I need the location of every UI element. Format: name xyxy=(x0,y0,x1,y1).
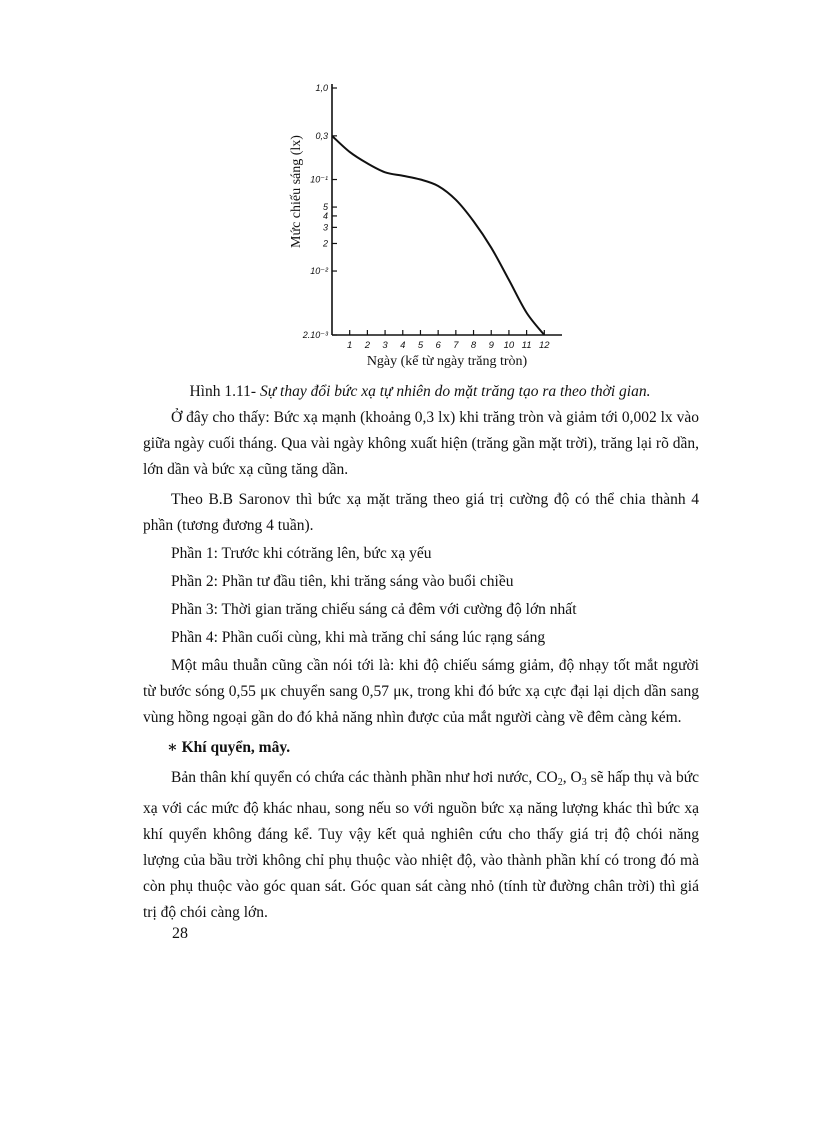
caption-label: Hình 1.11- xyxy=(189,383,260,400)
x-tick-label-2: 3 xyxy=(382,340,388,351)
x-tick-label-11: 12 xyxy=(539,340,550,351)
x-tick-label-6: 7 xyxy=(453,340,459,351)
y-tick-label-5: 3 xyxy=(322,222,328,233)
section-heading: ∗ Khí quyển, mây. xyxy=(167,739,291,756)
p4-part-c: sẽ hấp thụ và bức xạ với các mức độ khác nhau, song nếu so với nguồn bức xạ năng lượng khác thì bức xạ khí quyển không đáng kể. Tuy vậy kết quả nghiên cứu cho thấy giá trị độ chói năng lượng của bầu trời không chỉ phụ thuộc vào nhiệt độ, vào thành phần khí có trong đó mà còn phụ thuộc vào góc quan sát. Góc quan sát càng nhỏ (tính từ đường chân trời) thì giá trị độ chói càng lớn. xyxy=(143,769,699,921)
x-axis-label: Ngày (kể từ ngày trăng tròn) xyxy=(366,354,528,369)
x-tick-label-10: 11 xyxy=(521,340,532,351)
figure-caption xyxy=(120,383,720,401)
x-tick-label-8: 9 xyxy=(488,340,494,351)
paragraph-2: Theo B.B Saronov thì bức xạ mặt trăng theo giá trị cường độ có thể chia thành 4 phần (tương đương 4 tuần). xyxy=(143,491,699,534)
x-tick-label-4: 5 xyxy=(417,340,424,351)
p4-part-a: Bản thân khí quyển có chứa các thành phần như hơi nước, CO xyxy=(171,769,558,786)
moonlight-chart xyxy=(280,80,580,380)
y-axis-label: Mức chiếu sáng (lx) xyxy=(289,135,304,248)
page-number: 28 xyxy=(172,925,188,942)
x-tick-label-0: 1 xyxy=(347,340,353,351)
p4-sub-1: 2 xyxy=(557,777,563,788)
x-tick-label-1: 2 xyxy=(364,340,371,351)
list-item-2: Phần 2: Phần tư đầu tiên, khi trăng sáng vào buổi chiều xyxy=(171,573,514,590)
p4-part-b: , O xyxy=(562,769,582,786)
caption-text: Sự thay đổi bức xạ tự nhiên do mặt trăng tạo ra theo thời gian. xyxy=(259,383,651,400)
body-text xyxy=(143,405,699,926)
list-item-3: Phần 3: Thời gian trăng chiếu sáng cả đêm với cường độ lớn nhất xyxy=(171,601,577,618)
p4-sub-2: 3 xyxy=(581,777,587,788)
y-tick-label-7: 10⁻² xyxy=(310,266,328,277)
list-item-1: Phần 1: Trước khi cótrăng lên, bức xạ yếu xyxy=(171,545,432,562)
y-tick-label-3: 5 xyxy=(322,202,328,213)
x-tick-label-9: 10 xyxy=(503,340,515,351)
x-tick-label-5: 6 xyxy=(435,340,441,351)
x-tick-label-3: 4 xyxy=(400,340,406,351)
series-line-moonlight xyxy=(332,136,544,335)
y-tick-label-4: 4 xyxy=(322,210,328,221)
y-tick-label-1: 0,3 xyxy=(315,130,328,141)
paragraph-4 xyxy=(143,765,699,926)
paragraph-3: Một mâu thuẫn cũng cần nói tới là: khi độ chiếu sámg giảm, độ nhạy tốt mắt người từ bước sóng 0,55 μκ chuyển sang 0,57 μκ, trong khi đó bức xạ cực đại lại dịch dần sang vùng hồng ngoại gần do đó khả năng nhìn được của mắt người càng về đêm càng kém. xyxy=(143,657,699,726)
y-tick-label-8: 2.10⁻³ xyxy=(302,330,328,340)
x-tick-label-7: 8 xyxy=(470,340,477,351)
list-item-4: Phần 4: Phần cuối cùng, khi mà trăng chỉ sáng lúc rạng sáng xyxy=(171,629,546,646)
paragraph-1: Ở đây cho thấy: Bức xạ mạnh (khoảng 0,3 lx) khi trăng tròn và giảm tới 0,002 lx vào giữa ngày cuối tháng. Qua vài ngày không xuất hiện (trăng gần mặt trời), trăng lại rõ dần, lớn dần và bức xạ cũng tăng dần. xyxy=(143,409,699,478)
y-tick-label-2: 10⁻¹ xyxy=(310,174,328,185)
y-tick-label-6: 2 xyxy=(322,238,328,249)
y-tick-label-0: 1,0 xyxy=(315,83,328,93)
chart-svg xyxy=(280,80,580,380)
